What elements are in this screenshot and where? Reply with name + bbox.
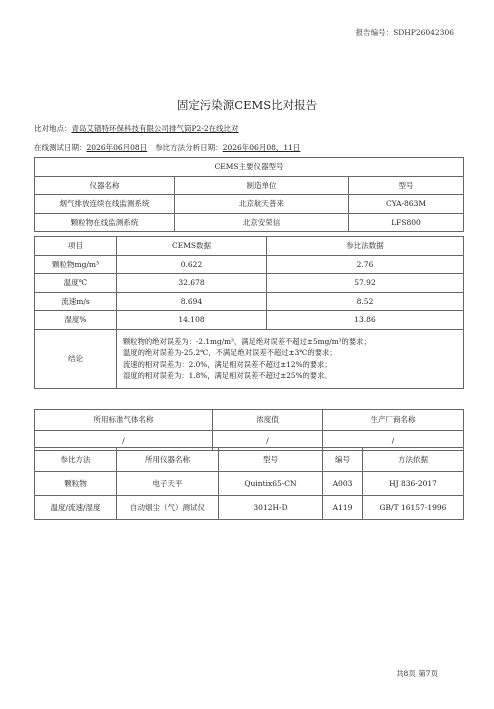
table-row bbox=[35, 472, 464, 496]
conclusion-text bbox=[117, 329, 464, 388]
conclusion-label: 结论 bbox=[35, 329, 117, 388]
col-header-number: 编号 bbox=[323, 448, 363, 472]
col-header-model: 型号 bbox=[219, 448, 323, 472]
method-number: A003 bbox=[323, 472, 363, 496]
table-row bbox=[35, 274, 464, 293]
compare-cems-value: 8.694 bbox=[117, 292, 267, 311]
conclusion-line: 湿度的相对误差为：1.8%，满足相对误差不超过±25%的要求。 bbox=[123, 371, 332, 380]
page-counter: 共8页 第7页 bbox=[396, 669, 438, 678]
compare-item: 湿度% bbox=[35, 311, 117, 330]
table-row bbox=[35, 195, 464, 214]
method-name: 颗粒物 bbox=[35, 472, 117, 496]
method-instrument: 电子天平 bbox=[117, 472, 219, 496]
location-value: 青岛艾镨特环保科技有限公司排气筒P2-2在线比对 bbox=[71, 124, 239, 133]
compare-cems-value: 32.678 bbox=[117, 274, 267, 293]
reference-method-table bbox=[34, 447, 464, 520]
col-header-concentration: 浓度值 bbox=[213, 410, 323, 431]
report-number: 报告编号：SDHP26042306 bbox=[355, 28, 454, 37]
report-title: 固定污染源CEMS比对报告 bbox=[176, 98, 318, 112]
compare-ref-value: 13.86 bbox=[267, 311, 464, 330]
compare-cems-value: 14.108 bbox=[117, 311, 267, 330]
table-row bbox=[35, 292, 464, 311]
compare-item: 颗粒物mg/m³ bbox=[35, 255, 117, 274]
table-row bbox=[35, 311, 464, 330]
method-basis: HJ 836-2017 bbox=[363, 472, 464, 496]
instrument-model: LFS800 bbox=[349, 213, 464, 232]
test-dates bbox=[34, 142, 300, 153]
method-instrument: 自动烟尘（气）测试仪 bbox=[117, 496, 219, 520]
col-header-gas-maker: 生产厂商名称 bbox=[323, 410, 464, 431]
cems-instrument-table bbox=[34, 157, 464, 232]
compare-cems-value: 0.622 bbox=[117, 255, 267, 274]
compare-ref-value: 2.76 bbox=[267, 255, 464, 274]
col-header-cems: CEMS数据 bbox=[117, 237, 267, 256]
col-header-model: 型号 bbox=[349, 176, 464, 195]
instrument-maker: 北京航天普来 bbox=[175, 195, 349, 214]
compare-item: 流速m/s bbox=[35, 292, 117, 311]
table-row bbox=[35, 158, 464, 177]
table-row bbox=[35, 176, 464, 195]
col-header-name: 仪器名称 bbox=[35, 176, 175, 195]
table-row bbox=[35, 496, 464, 520]
method-basis: GB/T 16157-1996 bbox=[363, 496, 464, 520]
col-header-item: 项目 bbox=[35, 237, 117, 256]
table-row bbox=[35, 237, 464, 256]
method-name: 温度/流速/湿度 bbox=[35, 496, 117, 520]
table-row bbox=[35, 410, 464, 431]
method-model: 3012H-D bbox=[219, 496, 323, 520]
col-header-ref: 参比法数据 bbox=[267, 237, 464, 256]
gas-maker: / bbox=[323, 430, 464, 451]
ref-date-value: 2026年06月08、11日 bbox=[222, 143, 301, 152]
compare-item: 温度℃ bbox=[35, 274, 117, 293]
table-row bbox=[35, 213, 464, 232]
col-header-method: 参比方法 bbox=[35, 448, 117, 472]
instrument-name: 烟气排放连续在线监测系统 bbox=[35, 195, 175, 214]
method-number: A119 bbox=[323, 496, 363, 520]
instrument-model: CYA-863M bbox=[349, 195, 464, 214]
col-header-maker: 制造单位 bbox=[175, 176, 349, 195]
instrument-name: 颗粒物在线监测系统 bbox=[35, 213, 175, 232]
comparison-location bbox=[34, 123, 239, 134]
location-label: 比对地点： bbox=[34, 124, 72, 133]
table-row bbox=[35, 255, 464, 274]
gas-name: / bbox=[35, 430, 213, 451]
col-header-basis: 方法依据 bbox=[363, 448, 464, 472]
comparison-table bbox=[34, 236, 464, 389]
standard-gas-table bbox=[34, 409, 464, 451]
gas-concentration: / bbox=[213, 430, 323, 451]
compare-ref-value: 57.92 bbox=[267, 274, 464, 293]
instrument-table-heading: CEMS主要仪器型号 bbox=[35, 158, 464, 177]
compare-ref-value: 8.52 bbox=[267, 292, 464, 311]
col-header-instrument: 所用仪器名称 bbox=[117, 448, 219, 472]
col-header-gas-name: 所用标准气体名称 bbox=[35, 410, 213, 431]
table-row bbox=[35, 329, 464, 388]
instrument-maker: 北京安荣信 bbox=[175, 213, 349, 232]
online-date-value: 2026年06月08日 bbox=[86, 143, 148, 152]
method-model: Quintix65-CN bbox=[219, 472, 323, 496]
online-date-label: 在线测试日期： bbox=[34, 143, 87, 152]
conclusion-line: 流速的相对误差为：2.0%，满足相对误差不超过±12%的要求； bbox=[123, 359, 332, 369]
ref-date-label: 参比方法分析日期： bbox=[155, 143, 223, 152]
conclusion-line: 颗粒物的绝对误差为：-2.1mg/m³，满足绝对误差不超过±5mg/m³的要求； bbox=[123, 336, 371, 346]
conclusion-line: 温度的绝对误差为-25.2℃，不满足绝对误差不超过±3℃的要求； bbox=[123, 348, 337, 357]
table-row bbox=[35, 448, 464, 472]
